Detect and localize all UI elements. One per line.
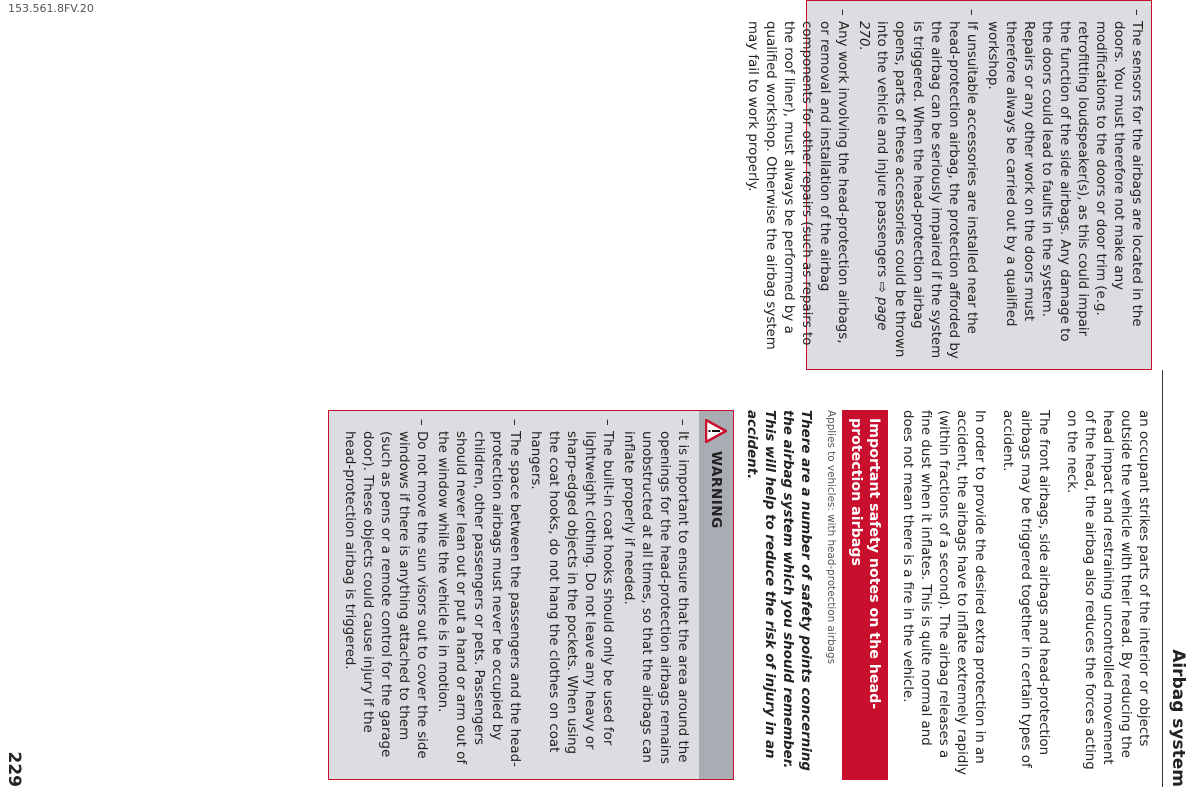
page-header-title: Airbag system [1168, 649, 1188, 787]
paragraph: In order to provide the desired extra protection in an accident, the airbags have to inflate extremely rapidly (within fractions of a second). The airbag releases a fine dust when it inflates. This is quite normal and does not mean there is a fire in the vehicle. [900, 410, 987, 776]
warning-box-continued [745, 0, 1152, 370]
list-item: – The built-in coat hooks should only be used for lightweight clothing. Do not leave any heavy or sharp-edged objects in the pockets. When using the coat hooks, do not hang the clothes on coat hangers. [526, 419, 616, 771]
list-item: – If unsuitable accessories are installed near the head-protection airbag, the protection afforded by the airbag can be seriously impaired if the system is triggered. When the head-protection airbag opens, parts of these accessories could be thrown into the vehicle and injure passengers ⇨ page 270. [854, 9, 980, 361]
warning-header [699, 411, 733, 779]
document-code: 153.561.8FV.20 [8, 2, 94, 15]
list-item: – The sensors for the airbags are located in the doors. You must therefore not make any modifications to the doors or door trim (e.g. retrofitting loudspeaker(s), as this could impair the function of the side airbags. Any damage to the doors could lead to faults in the system. Repairs or any other work on the doors must therefore always be carried out by a qualified workshop. [983, 9, 1145, 361]
paragraph: The front airbags, side airbags and head-protection airbags may be triggered together in certain types of accident. [1000, 410, 1051, 768]
warning-triangle-icon [705, 419, 727, 443]
list-item: – The space between the passengers and the head-protection airbags must never be occupied by children, other passengers or pets. Passengers should never lean out or put a hand or arm out of the window while the vehicle is in motion. [433, 419, 523, 771]
header-rule [1162, 370, 1163, 787]
list-item: – Any work involving the head-protection airbags, or removal and installation of the airbag components for other repairs (such as repairs to the roof liner), must always be performed by a qualified workshop. Otherwise the airbag system may fail to work properly. [743, 9, 851, 361]
section-title: Important safety notes on the head-protection airbags [842, 410, 888, 780]
left-column [745, 0, 1152, 370]
list-item: – It is important to ensure that the area around the openings for the head-protection airbags remains unobstructed at all times, so that the airbags can inflate properly if needed. [619, 419, 691, 771]
section-intro: There are a number of safety points concerning the airbag system which you should remember. This will help to reduce the risk of injury in an accident. [744, 410, 813, 771]
continued-warning-list [743, 9, 1145, 361]
warning-list [340, 419, 691, 771]
page-ref-link[interactable]: ⇨ page 270. [856, 21, 889, 331]
paragraph: an occupant strikes parts of the interior or objects outside the vehicle with their head. By reducing the head impact and restraining uncontrolled movement of the head, the airbag also reduces the forces acting on the neck. [1064, 410, 1151, 770]
page-number: 229 [4, 751, 24, 787]
warning-box [328, 410, 734, 780]
right-column [328, 410, 1152, 780]
warning-label: WARNING [708, 451, 724, 529]
list-item: – Do not move the sun visors out to cover the side windows if there is anything attached to them (such as pens or a remote control for the garage door). These objects could cause injury if the head-protection airbag is triggered. [340, 419, 430, 771]
applies-note: Applies to vehicles: with head-protection airbags [825, 410, 837, 665]
